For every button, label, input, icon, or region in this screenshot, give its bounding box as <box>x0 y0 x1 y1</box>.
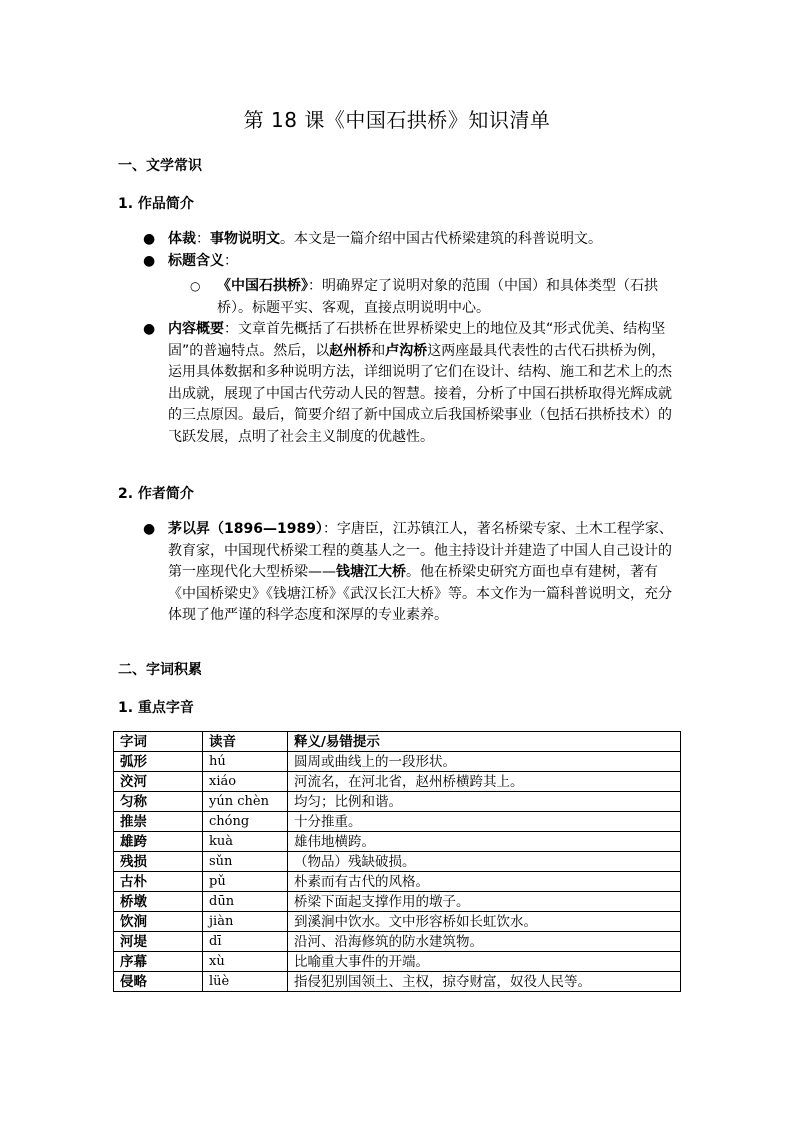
meaning-cell: 桥梁下面起支撑作用的墩子。 <box>288 892 681 912</box>
bullet-icon: ● <box>143 521 156 537</box>
word-cell: 残损 <box>114 852 203 872</box>
word-cell: 雄跨 <box>114 832 203 852</box>
table-row <box>114 952 681 972</box>
column-header-meaning: 释义/易错提示 <box>288 732 681 752</box>
pinyin-cell: dī <box>203 932 288 952</box>
separator: ： <box>224 252 238 269</box>
title-meaning-text: ：明确界定了说明对象的范围（中国）和具体类型（石拱桥）。标题平实、客观，直接点明说明中心。 <box>217 278 658 316</box>
title-meaning-label: 标题含义 <box>168 252 224 269</box>
word-cell: 桥墩 <box>114 892 203 912</box>
word-cell: 序幕 <box>114 952 203 972</box>
summary-text: ：文章首先概括了石拱桥在世界桥梁史上的地位及其“形式优美、结构坚固”的普遍特点。然后，以 <box>168 321 666 359</box>
author-text: 。他在桥梁史研究方面也卓有建树，著有《中国桥梁史》《钱塘江桥》《武汉长江大桥》等。本文作为一篇科普说明文，充分体现了他严谨的科学态度和深厚的专业素养。 <box>168 564 672 623</box>
bullet-icon: ● <box>143 252 156 269</box>
table-row <box>114 872 681 892</box>
meaning-cell: （物品）残缺破损。 <box>288 852 681 872</box>
word-cell: 侵略 <box>114 972 203 992</box>
meaning-cell: 河流名，在河北省，赵州桥横跨其上。 <box>288 772 681 792</box>
meaning-cell: 比喻重大事件的开端。 <box>288 952 681 972</box>
list-item-author <box>118 519 678 627</box>
bullet-icon: ● <box>143 321 156 337</box>
bridge-name: 赵州桥 <box>329 342 372 359</box>
list-item-summary <box>118 319 678 448</box>
pinyin-cell: lüè <box>203 972 288 992</box>
summary-text: 这两座最具代表性的古代石拱桥为例，运用具体数据和多种说明方法，详细说明了它们在设计、结构、施工和艺术上的杰出成就，展现了中国古代劳动人民的智慧。接着，分析了中国石拱桥取得光辉成就的三点原因。最后，简要介绍了新中国成立后我国桥梁事业（包括石拱桥技术）的飞跃发展，点明了社会主义制度的优越性。 <box>168 342 672 445</box>
word-cell: 洨河 <box>114 772 203 792</box>
vocabulary-table <box>113 731 681 992</box>
subheading-work-intro: 1. 作品简介 <box>118 196 194 212</box>
author-intro-list <box>118 519 678 627</box>
pinyin-cell: hú <box>203 752 288 772</box>
word-cell: 饮涧 <box>114 912 203 932</box>
meaning-cell: 雄伟地横跨。 <box>288 832 681 852</box>
conjunction: 和 <box>371 342 386 359</box>
sub-list-item-title-meaning <box>118 276 678 319</box>
table-row <box>114 892 681 912</box>
page-title: 第 18 课《中国石拱桥》知识清单 <box>243 108 551 132</box>
pinyin-cell: chóng <box>203 812 288 832</box>
genre-value: 事物说明文 <box>210 231 280 247</box>
title-meaning-term: 《中国石拱桥》 <box>217 278 308 294</box>
pinyin-cell: jiàn <box>203 912 288 932</box>
section-heading-literary: 一、文学常识 <box>118 158 202 174</box>
pinyin-cell: kuà <box>203 832 288 852</box>
pinyin-cell: pǔ <box>203 872 288 892</box>
meaning-cell: 均匀；比例和谐。 <box>288 792 681 812</box>
summary-label: 内容概要 <box>168 321 224 337</box>
word-cell: 河堤 <box>114 932 203 952</box>
table-header-row <box>114 732 681 752</box>
genre-label: 体裁 <box>168 231 196 247</box>
table-row <box>114 772 681 792</box>
pinyin-cell: xù <box>203 952 288 972</box>
circle-bullet-icon: ○ <box>190 279 201 293</box>
bridge-name: 卢沟桥 <box>385 342 428 359</box>
table-row <box>114 912 681 932</box>
table-row <box>114 852 681 872</box>
subheading-key-pronunciation: 1. 重点字音 <box>118 700 194 716</box>
meaning-cell: 朴素而有古代的风格。 <box>288 872 681 892</box>
word-cell: 推崇 <box>114 812 203 832</box>
word-cell: 弧形 <box>114 752 203 772</box>
meaning-cell: 十分推重。 <box>288 812 681 832</box>
word-cell: 古朴 <box>114 872 203 892</box>
meaning-cell: 指侵犯别国领土、主权，掠夺财富，奴役人民等。 <box>288 972 681 992</box>
table-row <box>114 792 681 812</box>
table-row <box>114 812 681 832</box>
author-text: ：字唐臣，江苏镇江人，著名桥梁专家、土木工程学家、教育家，中国现代桥梁工程的奠基人之一。他主持设计并建造了中国人自己设计的第一座现代化大型桥梁—— <box>168 521 673 580</box>
table-row <box>114 972 681 992</box>
pinyin-cell: xiáo <box>203 772 288 792</box>
list-item-genre <box>118 229 678 251</box>
table-row <box>114 832 681 852</box>
list-item-title-meaning <box>118 251 678 273</box>
section-heading-vocabulary: 二、字词积累 <box>118 662 202 678</box>
separator: ： <box>196 231 210 247</box>
meaning-cell: 沿河、沿海修筑的防水建筑物。 <box>288 932 681 952</box>
meaning-cell: 圆周或曲线上的一段形状。 <box>288 752 681 772</box>
bridge-name: 钱塘江大桥 <box>336 564 406 580</box>
pinyin-cell: dūn <box>203 892 288 912</box>
subheading-author-intro: 2. 作者简介 <box>118 486 194 502</box>
work-intro-list <box>118 229 678 448</box>
author-name: 茅以昇（1896—1989） <box>168 521 323 537</box>
column-header-pinyin: 读音 <box>203 732 288 752</box>
genre-text: 。本文是一篇介绍中国古代桥梁建筑的科普说明文。 <box>280 231 602 247</box>
pinyin-cell: yún chèn <box>203 792 288 812</box>
table-row <box>114 932 681 952</box>
bullet-icon: ● <box>143 231 156 247</box>
column-header-word: 字词 <box>114 732 203 752</box>
meaning-cell: 到溪涧中饮水。文中形容桥如长虹饮水。 <box>288 912 681 932</box>
word-cell: 匀称 <box>114 792 203 812</box>
pinyin-cell: sǔn <box>203 852 288 872</box>
table-row <box>114 752 681 772</box>
